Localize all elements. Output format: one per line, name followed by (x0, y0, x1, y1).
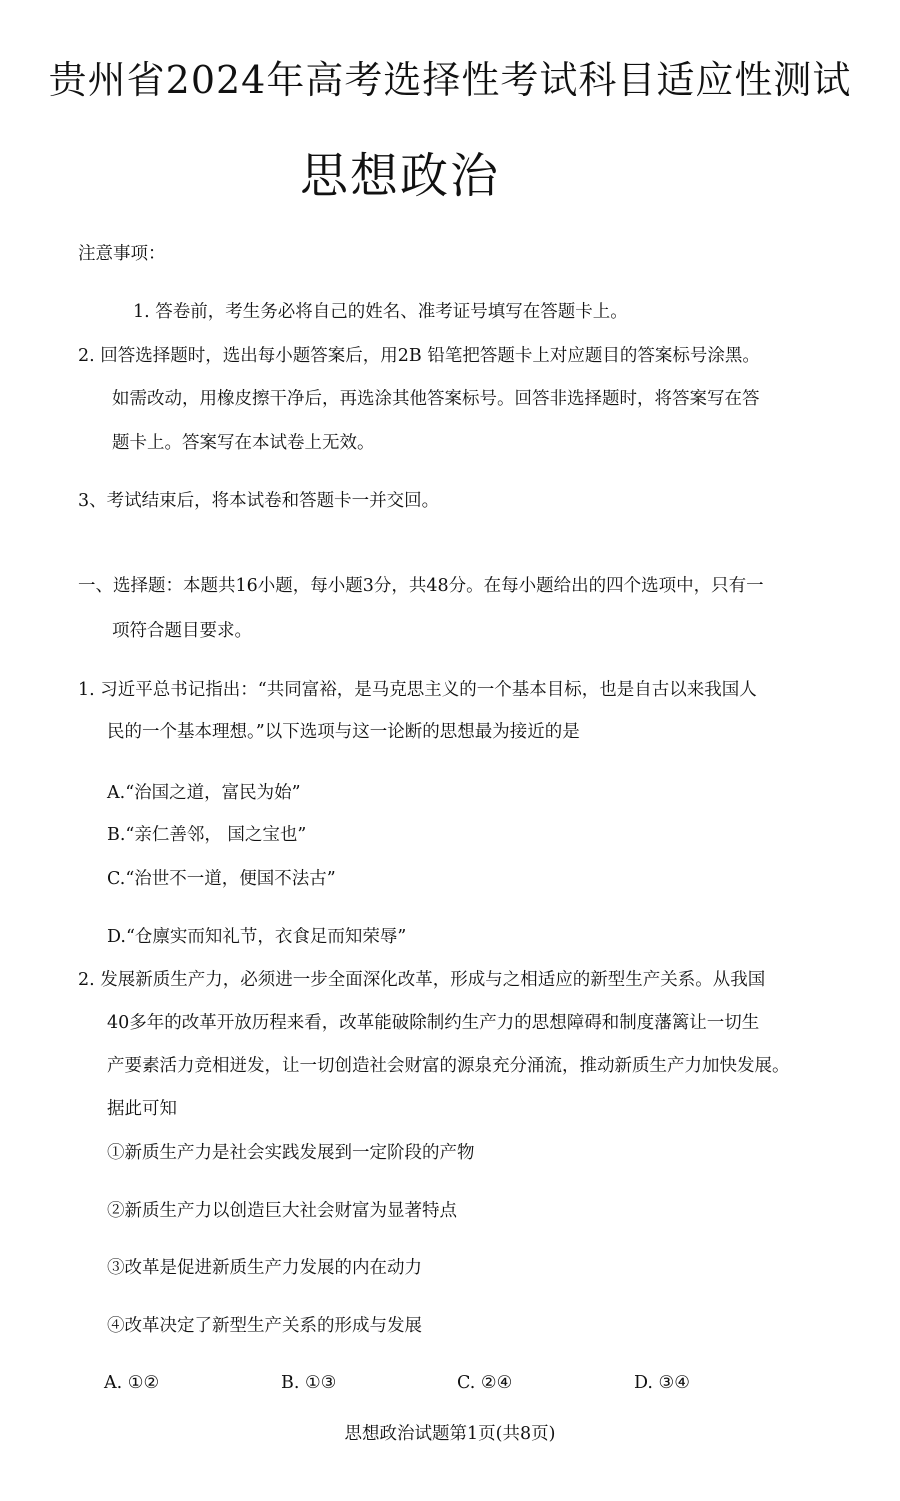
notice-item-2-line-3: 题卡上。答案写在本试卷上无效。 (112, 433, 375, 453)
notice-item-1: 1. 答卷前，考生务必将自己的姓名、准考证号填写在答题卡上。 (133, 302, 628, 322)
question-1-option-b: B.“亲仁善邻， 国之宝也” (107, 825, 307, 845)
question-1-option-d: D.“仓廪实而知礼节，衣食足而知荣辱” (107, 927, 407, 947)
question-2-statement-1: ①新质生产力是社会实践发展到一定阶段的产物 (107, 1143, 475, 1163)
question-1-stem-line-2: 民的一个基本理想。”以下选项与这一论断的思想最为接近的是 (107, 722, 580, 742)
subject-title: 思想政治 (300, 148, 501, 204)
question-2-stem-line-4: 据此可知 (107, 1099, 177, 1119)
question-2-option-a: A. ①② (104, 1373, 160, 1393)
notice-item-3: 3、考试结束后，将本试卷和答题卡一并交回。 (78, 491, 440, 511)
question-2-option-b: B. ①③ (281, 1373, 337, 1393)
question-1-option-a: A.“治国之道，富民为始” (107, 783, 301, 803)
section-1-instruction-line-1: 一、选择题：本题共16小题，每小题3分，共48分。在每小题给出的四个选项中，只有一 (78, 576, 764, 596)
question-2-statement-3: ③改革是促进新质生产力发展的内在动力 (107, 1258, 422, 1278)
notice-heading: 注意事项： (78, 244, 166, 264)
section-1-instruction-line-2: 项符合题目要求。 (112, 621, 252, 641)
notice-item-2-line-1: 2. 回答选择题时，选出每小题答案后，用2B 铅笔把答题卡上对应题目的答案标号涂黑。 (78, 346, 760, 366)
question-2-statement-2: ②新质生产力以创造巨大社会财富为显著特点 (107, 1201, 457, 1221)
question-2-stem-line-2: 40多年的改革开放历程来看，改革能破除制约生产力的思想障碍和制度藩篱让一切生 (107, 1013, 760, 1033)
question-2-option-d: D. ③④ (634, 1373, 690, 1393)
question-1-stem-line-1: 1. 习近平总书记指出：“共同富裕，是马克思主义的一个基本目标，也是自古以来我国人 (78, 680, 757, 700)
question-2-statement-4: ④改革决定了新型生产关系的形成与发展 (107, 1316, 422, 1336)
question-2-stem-line-1: 2. 发展新质生产力，必须进一步全面深化改革，形成与之相适应的新型生产关系。从我国 (78, 970, 766, 990)
page-footer: 思想政治试题第1页(共8页) (344, 1424, 556, 1444)
notice-item-2-line-2: 如需改动，用橡皮擦干净后，再选涂其他答案标号。回答非选择题时，将答案写在答 (112, 389, 760, 409)
question-2-option-c: C. ②④ (457, 1373, 513, 1393)
question-1-option-c: C.“治世不一道，便国不法古” (107, 869, 336, 889)
question-2-stem-line-3: 产要素活力竞相迸发，让一切创造社会财富的源泉充分涌流，推动新质生产力加快发展。 (107, 1056, 790, 1076)
exam-title: 贵州省2024年高考选择性考试科目适应性测试 (48, 58, 852, 102)
